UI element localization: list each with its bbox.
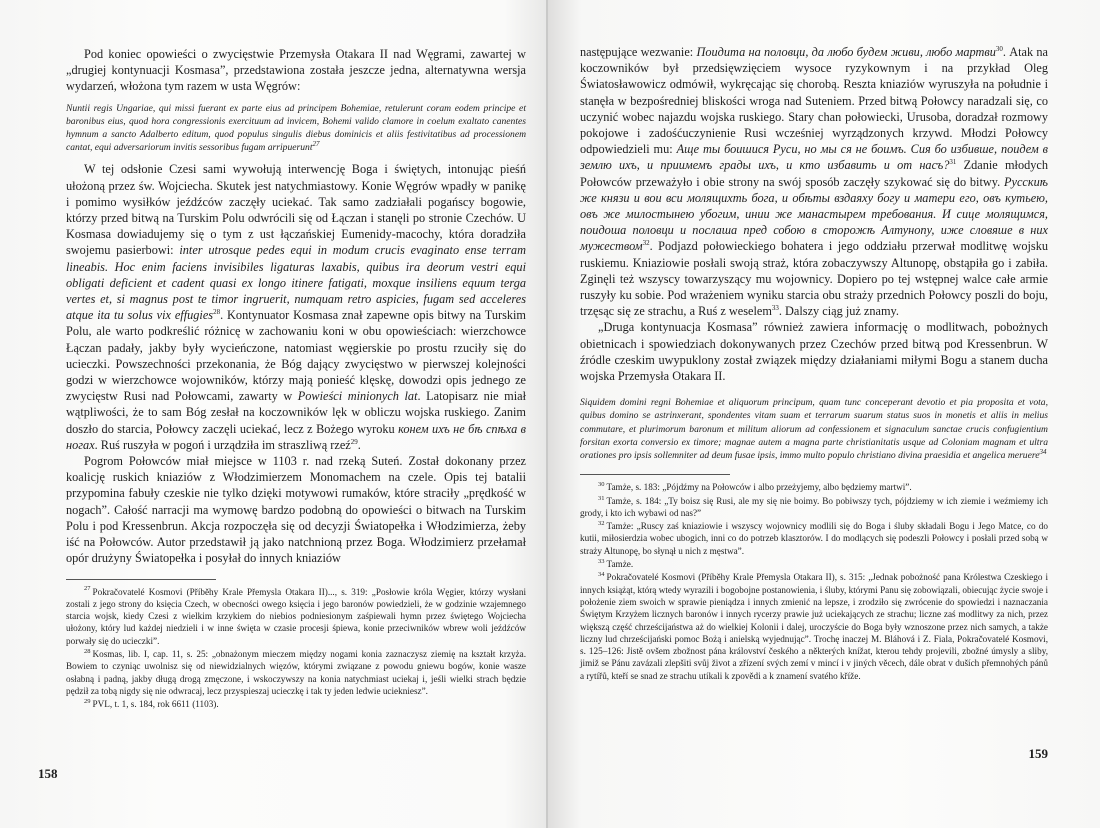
footnote-30: [580, 481, 1048, 493]
left-paragraph-2: [66, 161, 526, 453]
right-page: [548, 0, 1100, 828]
footnote-ref-30: 30: [995, 44, 1003, 53]
right-paragraph-1-text-c: Zdanie młodych Połowców przeważyło i obie strony na swój sposób zaczęły szykować się do bitwy.: [580, 158, 1048, 189]
left-paragraph-2-text-a: W tej odsłonie Czesi sami wywołują interwencję Boga i świętych, intonując pieśń ułożoną przez św. Wojciecha. Skutek jest natychmiastowy. Konie Węgrów wpadły w panikę i pomimo wysiłków jeźdźców zaczęły uciekać. Tak samo zadziałali pogańscy bogowie, którzy przed bitwą na Turskim Polu odwrócili się od Łączan i stanęli po stronie Czechów. U Kosmasa dowiadujemy się o tym z ust łączańskiej Eumenidy-macochy, która doradziła swojemu pasierbowi:: [66, 162, 526, 258]
right-latin-quote-text: Siquidem domini regni Bohemiae et aliquorum principum, quam tunc conceperant devotio et pia proposita et vota, quibus domino se astrinxerant, spondentes vitam suam et terrarum suarum status suos in monetis et aliis in melius commutare, et plurimorum baronum et militum aliorum ad confessionem et signaculum sanctae crucis confugientium forsitan exorta conversio ex timore; magnae autem a magna parte christianitatis usque ad Coloniam magnam et ultra orationes pro ipsis sollemniter ad deum fusae ipsis, immo multo populo christiano divina praesidia et angelica meruere: [580, 397, 1048, 462]
footnote-number: 27: [84, 585, 91, 593]
footnote-number: 34: [598, 571, 605, 579]
footnote-number: 30: [598, 481, 605, 489]
right-paragraph-2: „Druga kontynuacja Kosmasa” również zawiera informację o modlitwach, pobożnych obietnicach i spowiedziach dokonywanych przez Czechów przed bitwą pod Kressenbrun. W źródle czeskim uwypuklony został związek między działaniami miłymi Bogu a stanem ducha wojska Przemysła Otakara II.: [580, 320, 1048, 384]
footnote-text: Tamże, s. 184: „Ty boisz się Rusi, ale my się nie boimy. Bo pobiwszy tych, pójdziemy w ich ziemie i weźmiemy ich grody, i kto ich wybawi od nas?”: [580, 495, 1048, 518]
footnote-divider: [580, 474, 730, 475]
footnote-ref-32: 32: [642, 239, 650, 248]
footnote-text: Tamże, s. 183: „Pójdźmy na Połowców i albo przeżyjemy, albo będziemy martwi”.: [606, 482, 912, 493]
footnote-number: 31: [598, 494, 605, 502]
footnote-text: Tamże.: [606, 559, 634, 570]
footnote-number: 28: [84, 647, 91, 655]
footnote-ref-27: 27: [312, 140, 320, 149]
footnote-27: [66, 586, 526, 647]
footnote-29: [66, 698, 526, 710]
left-paragraph-2-text-e: .: [357, 437, 361, 452]
footnote-text: Pokračovatelé Kosmovi (Příběhy Krale Přemysla Otakara II), s. 315: „Jednak pobożność pana Królestwa Czeskiego i innych książąt, którą wtedy wyrazili i bogobojne postanowienia, i śluby, którymi Panu się zobowiązali, obiecując życie swoje i położenie ziem swoich w sprawie pieniądza i innych zmienić na lepsze, i zrodziło się zwrócenie do spowiedzi i naznaczania Świętym Krzyżem licznych baronów i innych rycerzy prawie już uciekających ze strachu; liczne zaś modlitwy za nich, przez większą część chrześcijaństwa aż do wielkiej Kolonii i dalej, uroczyście do Boga były wznoszone przez nich samych, a także liczny lud chrześcijański pomoc Bożą i anielską wyjednując”. Trochę inaczej M. Bláhová i Z. Fiala, Pokračovatelé Kosmovi, s. 125–126: Jistě ovšem zbožnost pána království českého a některých knížat, kterou tehdy projevili, zbožné úmysly a sliby, jimiž se Pánu zavázali zlepšiti svůj život a zřízení svých zemí v mincí i v jiných věcech, dále obrat v duších přemnohých pánů a rytířů, kteří se snad ze strachu utíkali k zpovědi a k znamení svatého kříže.: [580, 572, 1048, 681]
right-paragraph-1-cyrillic-2: Аще ты боишися Руси, но мы ся не боимъ. Сия бо избивше, поидем в землю ихъ, и приимемъ грады ихъ, и кто избавить и от насъ?: [580, 142, 1048, 173]
left-paragraph-2-cyrillic: конем ихъ не бѣ спѣха в ногах: [66, 421, 527, 452]
footnote-text: Kosmas, lib. I, cap. 11, s. 25: „obnażonym mieczem między nogami konia zaznaczysz ziemię na kształt krzyża. Bowiem to czyniąc uwolnisz się od niewidzialnych więzów, którymi związane z powodu gniewu bogów, konie wasze osłabną i padną, jakby długą drogą zmęczone, i wskoczywszy na konia natychmiast uciekaj i, jeśli wielki strach będzie pędził za tobą nigdy się nie odwracaj, lecz przyspieszaj ucieczkę i tak ty jeden ledwie uciekniesz”.: [66, 648, 526, 696]
left-paragraph-2-latin: inter utrosque pedes equi in modum crucis evaginato ense terram lineabis. Hoc enim faciens invisibiles ligaturas laxabis, quibus ira deorum vestri equi obligati deficient et cadent quasi ex longo itinere fatigati, moxque insiliens equum terga vertes et, si magnus post te timor ingruerit, numquam retro aspicies, fugam sed acceleres atque ita tu solus vix effugies: [66, 243, 526, 323]
left-paragraph-2-text-b: . Kontynuator Kosmasa znał zapewne opis bitwy na Turskim Polu, ale warto podkreślić różnicę w zachowaniu koni w obu opowieściach: wierzchowce Łączan padały, jakby były wycieńczone, natomiast węgierskie po prostu rzuciły się do ucieczki. Powszechności przekonania, że Bóg dający zwycięstwo w pierwszej kolejności godzi w wierzchowce wojowników, którzy mają ponieść klęskę, dowodzi opis jednego ze zwycięstw Rusi nad Połowcami, zawarty w: [66, 308, 526, 404]
right-latin-quote: [580, 396, 1048, 462]
footnote-text: PVL, t. 1, s. 184, rok 6611 (1103).: [92, 699, 219, 710]
footnote-33: [580, 558, 1048, 570]
footnote-ref-34: 34: [1039, 447, 1047, 456]
left-latin-quote-text: Nuntii regis Ungariae, qui missi fuerant ex parte eius ad principem Bohemiae, retulerunt coram eodem principe et baronibus eius, quod hora congressionis exercituum ad invicem, Bohemi valido clamore in coelum exaltato canentes hymnum a sancto Adalberto editum, quod populus singulis diebus dominicis et aliis festivitatibus ad processionem cantat, equi adversariorum invitis sessoribus fugam arripuerunt: [66, 102, 526, 154]
footnote-text: Tamże: „Ruscy zaś kniaziowie i wszyscy wojownicy modlili się do Boga i śluby składali Bogu i Jego Matce, co do kutii, miłosierdzia wobec ubogich, inni co do potrzeb klasztorów. I do modlących się podeszli Połowcy i posłali przed sobą w straży Altunopę, bo słynął u nich z męstwa”.: [580, 521, 1048, 556]
footnote-28: [66, 648, 526, 697]
right-paragraph-1-text-a: następujące wezwanie:: [580, 45, 697, 59]
footnote-divider: [66, 579, 216, 580]
footnote-ref-28: 28: [213, 308, 221, 317]
right-paragraph-1-text-d: . Podjazd połowieckiego bohatera i jego oddziału przerwał modlitwę wojsku ruskiemu. Kniaziowie posłali swoją straż, która zobaczywszy Altunopę, obstąpiła go i zabiła. Zginęli też wszyscy towarzyszący mu wojownicy. Dopiero po tej wstępnej walce całe armie ruszyły ku sobie. Pod wrażeniem wyniku starcia obu straży przednich Połowcy poszli do boju, trzęsąc się ze strachu, a Ruś z weselem: [580, 239, 1048, 319]
footnote-number: 33: [598, 558, 605, 565]
left-page: [0, 0, 548, 828]
footnote-32: [580, 520, 1048, 557]
right-paragraph-1-text-e: . Dalszy ciąg już znamy.: [778, 304, 899, 319]
footnote-text: Pokračovatelé Kosmovi (Příběhy Krale Přemysla Otakara II)..., s. 319: „Posłowie króla Węgier, którzy wysłani zostali z jego strony do księcia Czech, w obecności owego księcia i jego baronów powiedzieli, że w godzinie wzajemnego starcia wojsk, kiedy Czesi z wielkim krzykiem do niebios podniesionym zaśpiewali hymn przez świętego Wojciecha ułożony, który lud każdej niedzieli i w inne święta w czasie procesji śpiewa, konie przeciwników wbrew woli jeźdźców porwały się do ucieczki”.: [66, 586, 526, 646]
right-paragraph-1-text-b: . Atak na koczowników był przedsięwzięciem wysoce ryzykownym i na przykład Oleg Światosławowicz odmówił, wykręcając się chorobą. Reszta kniaziów wyruszyła na południe i stanęła w bezpośredniej bliskości wroga nad Suteniem. Przed bitwą Połowcy naradzali się, co uczynić wobec najazdu wojska ruskiego. Stary chan połowiecki, Urusoba, doradzał rozmowy pokojowe i zadośćuczynienie Rusi wcześniej wyrządzonych krzywd. Młodzi Połowcy odpowiedzieli mu:: [580, 45, 1049, 157]
right-paragraph-1-cyrillic: Поидита на половци, да любо будем живи, любо мартви: [696, 45, 996, 59]
footnote-number: 29: [84, 698, 91, 706]
left-paragraph-2-text-d: . Ruś ruszyła w pogoń i urządziła im straszliwą rzeź: [94, 437, 351, 452]
footnote-ref-29: 29: [350, 437, 358, 446]
footnote-ref-33: 33: [771, 304, 779, 313]
left-paragraph-2-title: Powieści minionych lat: [297, 389, 418, 404]
left-paragraph-3: Pogrom Połowców miał miejsce w 1103 r. nad rzeką Suteń. Został dokonany przez koalicję ruskich kniaziów z Włodzimierzem Monomachem na czele. Opis tej batalii przypomina fabuły czeskie nie tylko dzięki motywowi rumaków, które straciły „prędkość w nogach”. Całość narracji ma wymowę bardzo podobną do opowieści o bitwach na Turskim Polu i pod Kressenbrun. Akcja rozpoczęła się od decyzji Światopełka i Włodzimierza, żeby iść na Połowców. Autor przedstawił ją jako natchnioną przez Boga. Włodzimierz przełamał opór drużyny Światopełka i posyłał do innych kniaziów: [66, 454, 526, 566]
left-paragraph-1: Pod koniec opowieści o zwycięstwie Przemysła Otakara II nad Węgrami, zawartej w „drugiej kontynuacji Kosmasa”, przedstawiona została jeszcze jedna, alternatywna wersja wydarzeń, włożona tym razem w usta Węgrów:: [66, 47, 526, 94]
footnote-ref-31: 31: [949, 158, 957, 167]
footnote-31: [580, 495, 1048, 520]
footnote-number: 32: [598, 520, 605, 528]
page-number-left: 158: [38, 766, 58, 781]
footnote-34: [580, 571, 1048, 682]
right-paragraph-1: [580, 44, 1048, 319]
left-paragraph-2-text-c: . Latopisarz nie miał wątpliwości, że to sam Bóg zesłał na koczowników lęk w obliczu wojska ruskiego. Zanim doszło do starcia, Połowcy zaczęli uciekać, lecz z Bożego wyroku: [66, 389, 527, 436]
page-number-right: 159: [1028, 746, 1048, 761]
right-paragraph-1-cyrillic-3: Русскиѣ же князи и вои вси молящихть бога, и обѣты вздаяху богу и матери его, овъ кутьею, овъ же милостынею убогим, инии же манастырем требования. И сице молящимся, поидоша половци и послаша пред собою в сторожѣ Алтунопу, иже словяше в них мужеством: [580, 174, 1048, 254]
left-latin-quote: [66, 102, 526, 155]
